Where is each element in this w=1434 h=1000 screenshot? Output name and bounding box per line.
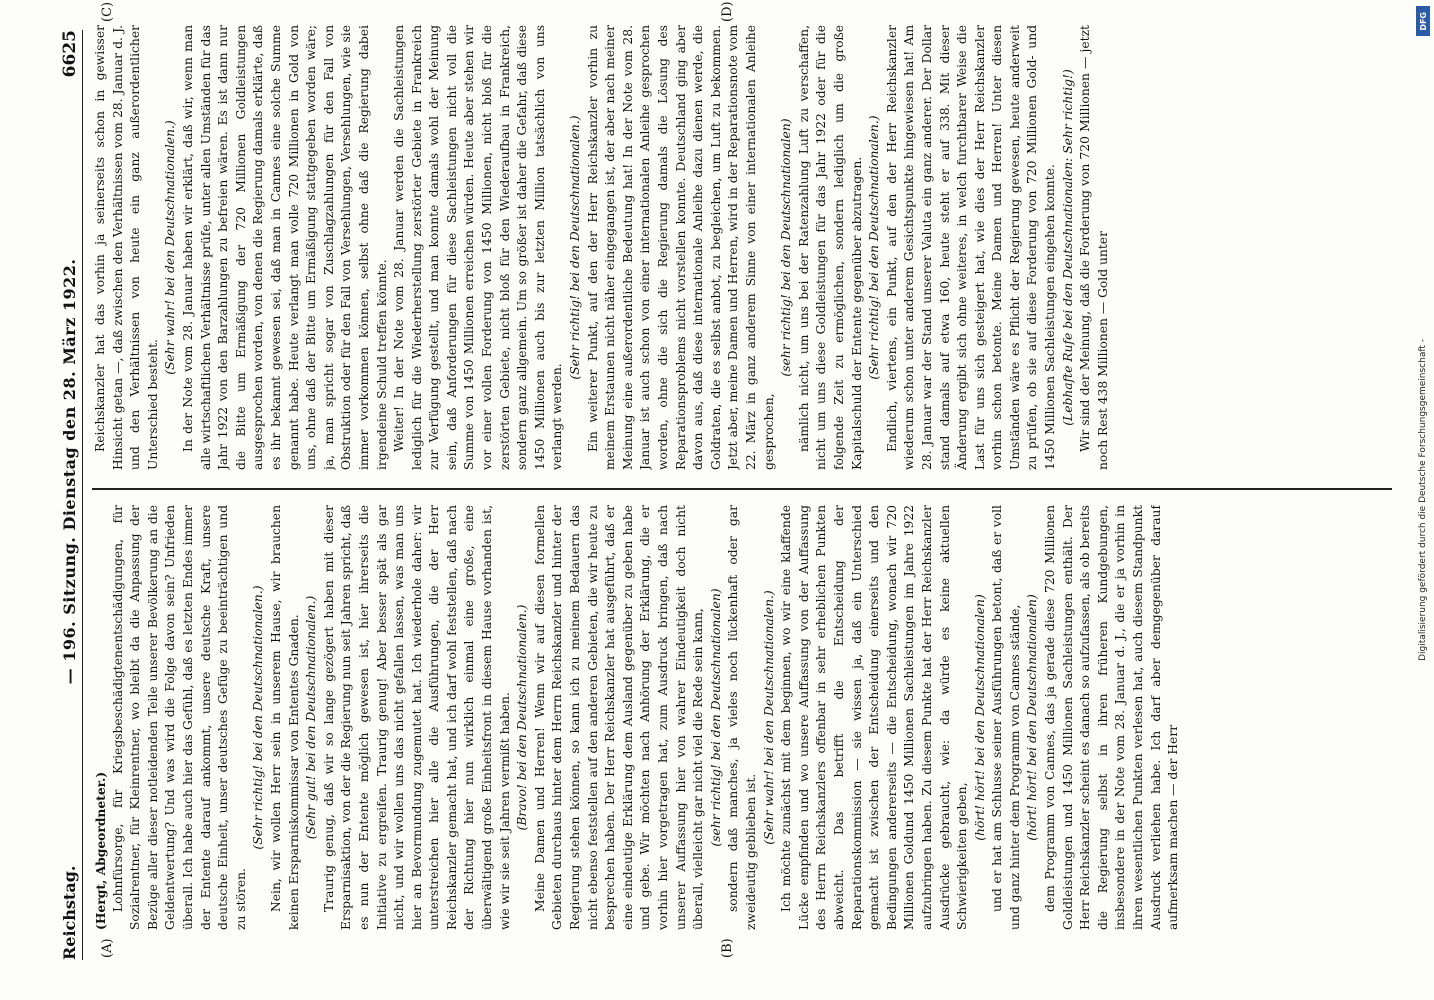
speaker-label: (Hergt, Abgeordneter.) bbox=[93, 771, 108, 930]
paragraph: Ein weiterer Punkt, auf den der Herr Reichskanzler vorhin zu meinem Erstaunen nicht näher eingegangen ist, der aber nach meiner Meinung eine außerordentliche Bedeutung hat! In der Note vom 28. Januar ist auch schon von einer internationalen Anleihe gesprochen worden, ohne die sich die Regierung damals die Lösung des Reparationsproblems nicht vorstellen konnte. Deutschland ging aber davon aus, daß diese internationale Anleihe dazu dienen werde, die Goldraten, die es selbst anbot, zu begleichen, um Luft zu bekommen. Jetzt aber, meine Damen und Herren, wird in der Reparationsnote vom 22. März in ganz anderem Sinne von einer internationalen Anleihe gesprochen, bbox=[585, 25, 776, 470]
paragraph: nämlich nicht, um uns bei der Ratenzahlung Luft zu verschaffen, nicht um uns diese Goldleistungen für das Jahr 1922 oder für die folgende Zeit zu ermöglichen, sondern lediglich um die große Kapitalschuld der Entente gegenüber abzutragen. bbox=[796, 25, 864, 470]
paragraph: (hört! hört! bei den Deutschnationalen) bbox=[972, 594, 987, 841]
paragraph: Endlich, viertens, ein Punkt, auf den der Herr Reichskanzler wiederum schon unter anderem Gesichtspunkte hingewiesen hat! Am 28. Januar war der Stand unserer Valuta ein ganz anderer. Der Dollar stand damals auf etwa 160, heute steht er auf 338. Mit dieser Änderung ergibt sich ohne weiteres, in welch furchtbarer Weise die Last für uns sich gesteigert hat, wie dies der Herr Reichskanzler vorhin schon betonte. Meine Damen und Herren! Unter diesen Umständen wäre es Pflicht der Regierung gewesen, heute anderweit zu prüfen, ob sie auf diese Forderung von 720 Millionen Gold- und 1450 Millionen Sachleistungen eingehen konnte. bbox=[884, 25, 1058, 470]
paragraph: (hört! hört! bei den Deutschnationalen) bbox=[1025, 594, 1040, 841]
paragraph: (sehr richtig! bei den Deutschnationalen) bbox=[779, 118, 794, 377]
left-column-text bbox=[110, 505, 1183, 930]
dfg-logo: DFG bbox=[1416, 6, 1430, 36]
margin-marker-b: (B) bbox=[720, 938, 735, 958]
paragraph: (Lebhafte Rufe bei den Deutschnationalen: Sehr richtig!) bbox=[1060, 69, 1075, 426]
header-left: Reichstag. bbox=[60, 865, 79, 960]
margin-marker-d: (D) bbox=[720, 1, 735, 22]
column-rule bbox=[92, 488, 1392, 490]
paragraph: (sehr richtig! bei den Deutschnationalen) bbox=[708, 588, 723, 847]
margin-marker-c: (C) bbox=[100, 1, 115, 22]
paragraph: sondern daß manches, ja vieles noch lückenhaft oder gar zweideutig geblieben ist. bbox=[726, 505, 758, 930]
right-column-text bbox=[92, 25, 1112, 470]
digitization-note: Digitalisierung gefördert durch die Deutsche Forschungsgemeinschaft - bbox=[1418, 339, 1428, 661]
page-number: 6625 bbox=[60, 30, 80, 78]
paragraph: Meine Damen und Herren! Wenn wir auf diesen formellen Gebieten durchaus hinter dem Herrn Reichskanzler und hinter der Regierung stehen können, so kann ich zu meinem Bedauern das nicht ebenso feststellen auf den anderen Gebieten, die wir heute zu besprechen haben. Der Herr Reichskanzler hat ausgeführt, daß er eine eindeutige Erklärung dem Ausland gegenüber zu geben habe und gebe. Wir möchten nach Anhörung der Erklärung, die er vorhin hier vorgetragen hat, zum Ausdruck bringen, daß nach unserer Auffassung hier von wahrer Eindeutigkeit doch nicht überall, vielleicht gar nicht viel die Rede sein kann, bbox=[532, 505, 706, 930]
right-column bbox=[92, 25, 1392, 470]
paragraph: (Sehr wahr! bei den Deutschnationalen.) bbox=[761, 590, 776, 845]
paragraph: Lohnfürsorge, für Kriegsbeschädigtenentschädigungen, für Sozialrentner, für Kleinrentner, wo bleibt da die Anpassung der Bezüge aller dieser notleidenden Teile unserer Bevölkerung an die Geldentwertung? Und was wird die Folge davon sein? Unfrieden überall. Ich habe auch hier das Gefühl, daß es letzten Endes immer der Entente darauf ankommt, unsere deutsche Kraft, unsere deutsche Einheit, unser deutsches Gefüge zu beeinträchtigen und zu stören. bbox=[110, 505, 248, 930]
page-header bbox=[60, 30, 83, 960]
header-center: — 196. Sitzung. Dienstag den 28. März 1922. bbox=[60, 258, 79, 685]
paragraph: (Bravo! bei den Deutschnationalen.) bbox=[515, 604, 530, 831]
paragraph: (Sehr richtig! bei den Deutschnationalen.) bbox=[251, 585, 266, 850]
paragraph: Nein, wir wollen Herr sein in unserem Hause, wir brauchen keinen Ersparniskommissar von Ententes Gnaden. bbox=[268, 505, 301, 930]
left-column bbox=[92, 505, 1392, 930]
paragraph: und er hat am Schlusse seiner Ausführungen betont, daß er voll und ganz hinter dem Programm von Cannes stände, bbox=[990, 505, 1022, 930]
paragraph: (Sehr gut! bei den Deutschnationalen.) bbox=[304, 595, 319, 840]
paragraph: Weiter! In der Note vom 28. Januar werden die Sachleistungen lediglich für die Wiederherstellung zerstörter Gebiete in Frankreich zur Verfügung gestellt, und man konnte damals wohl der Meinung sein, daß Anforderungen für diese Sachleistungen nicht voll die Summe von 1450 Millionen erreichen würden. Heute aber stehen wir vor einer vollen Forderung von 1450 Millionen, nicht bloß für die zerstörten Gebiete, nicht bloß für den Wiederaufbau in Frankreich, sondern ganz allgemein. Um so größer ist daher die Gefahr, daß diese 1450 Millionen auch bis zur letzten Million tatsächlich von uns verlangt werden. bbox=[392, 25, 565, 470]
paragraph: Wir sind der Meinung, daß die Forderung von 720 Millionen — jetzt noch Rest 438 Millionen — Gold unter bbox=[1078, 25, 1110, 470]
paragraph: In der Note vom 28. Januar haben wir erklärt, daß wir, wenn man alle wirtschaftlichen Verhältnisse prüfe, unter allen Umständen für das Jahr 1922 von den Barzahlungen zu befreien wären. Es ist dann nur die Bitte um Ermäßigung der 720 Millionen Goldleistungen ausgesprochen worden, von denen die Regierung damals erklärte, daß es ihr bekannt gewesen sei, daß man in Cannes eine solche Summe genannt habe. Heute verlangt man volle 720 Millionen in Gold von uns, ohne daß der Bitte um Ermäßigung stattgegeben worden wäre; ja, man spricht sogar von Zuschlagzahlungen für den Fall von Obstruktion oder für den Fall von Versehlungen, Versehlungen, wie sie immer vorkommen können, selbst ohne daß die Regierung dabei irgendeine Schuld treffen könnte. bbox=[180, 25, 389, 470]
paragraph: (Sehr richtig! bei den Deutschnationalen.) bbox=[867, 115, 882, 380]
paragraph: Ich möchte zunächst mit dem beginnen, wo wir eine klaffende Lücke empfinden und wo unsere Auffassung von der Auffassung des Herrn Reichskanzlers offenbar in sehr erheblichen Punkten abweicht. Das betrifft die Entscheidung der Reparationskommission — sie wissen ja, daß ein Unterschied gemacht ist zwischen der Entscheidung einerseits und den Bedingungen andererseits — die Entscheidung, wonach wir 720 Millionen Goldund 1450 Millionen Sachleistungen im Jahre 1922 aufzubringen haben. Zu diesem Punkte hat der Herr Reichskanzler Ausdrücke gebraucht, wie: da würde es keine aktuellen Schwierigkeiten geben, bbox=[779, 505, 970, 930]
paragraph: (Sehr wahr! bei den Deutschnationalen.) bbox=[163, 120, 178, 375]
paragraph: dem Programm von Cannes, das ja gerade diese 720 Millionen Goldleistungen und 1450 Millionen Sachleistungen enthält. Der Herr Reichskanzler scheint es danach so aufzufassen, als ob bereits die Regierung selbst in ihren früheren Kundgebungen, insbesondere in der Note vom 28. Januar d. J., die er ja vorhin in ihren wesentlichen Punkten verlesen hat, auch diesem Standpunkt Ausdruck verliehen habe. Ich darf aber demgegenüber darauf aufmerksam machen — der Herr bbox=[1043, 505, 1181, 930]
margin-marker-a: (A) bbox=[100, 938, 115, 958]
paragraph: Traurig genug, daß wir so lange gezögert haben mit dieser Ersparnisaktion, von der die Regierung nun seit Jahren spricht, daß es nun der Entente möglich gewesen ist, hier ihrerseits die Initiative zu ergreifen. Traurig genug! Aber besser spät als gar nicht, und wir wollen uns das nicht gefallen lassen, was man uns hier an Bevormundung zugemutet hat. Ich wiederhole daher: wir unterstreichen hier alle die Ausführungen, die der Herr Reichskanzler gemacht hat, und ich darf wohl feststellen, daß nach der Richtung hier nun wirklich einmal eine große, eine überwältigend große Einheitsfront in diesem Hause vorhanden ist, wie wir sie seit Jahren vermißt haben. bbox=[321, 505, 512, 930]
paragraph: (Sehr richtig! bei den Deutschnationalen.) bbox=[568, 115, 583, 380]
paragraph: Reichskanzler hat das vorhin ja seinerseits schon in gewisser Hinsicht getan —, daß zwischen den Verhältnissen vom 28. Januar d. J. und den Verhältnissen von heute ein ganz außerordentlicher Unterschied besteht. bbox=[93, 25, 160, 470]
